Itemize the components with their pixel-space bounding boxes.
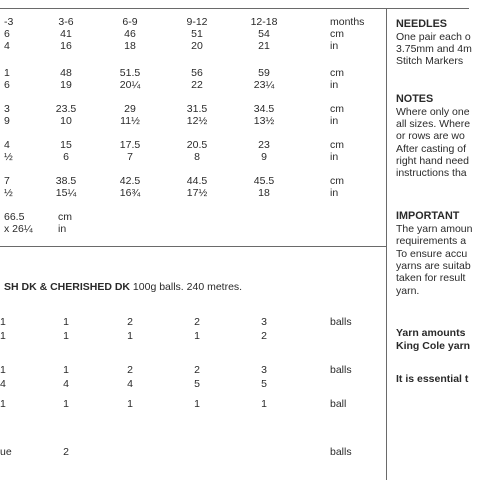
measure-cell: ½ (4, 151, 13, 163)
measure-cell: 16 (60, 40, 72, 52)
yarn-cell: 3 (261, 364, 267, 376)
notes-line: Where only one (396, 106, 470, 118)
measure-cell: 20.5 (186, 139, 208, 151)
yarn-cell: 3 (261, 316, 267, 328)
measure-cell: 19 (60, 79, 72, 91)
unit-label: cm (330, 28, 344, 40)
unit-label: in (330, 79, 339, 91)
yarn-cell: 1 (127, 398, 133, 410)
important-line: yarn. (396, 285, 420, 297)
yarn-cell: 1 (194, 398, 200, 410)
yarn-cell: 4 (0, 378, 6, 390)
measure-cell: 8 (194, 151, 200, 163)
size-column-header: 12-18 (250, 16, 278, 28)
important-line: The yarn amoun (396, 223, 473, 235)
needles-heading: NEEDLES (396, 18, 447, 30)
yarn-cell: 2 (194, 316, 200, 328)
yarn-cell: 1 (127, 330, 133, 342)
measure-cell: 45.5 (253, 175, 275, 187)
yarn-row-label: ue (0, 446, 12, 458)
size-column-header: 9-12 (186, 16, 208, 28)
measure-cell: 23.5 (55, 103, 77, 115)
measure-cell: 23 (258, 139, 270, 151)
unit-label: balls (330, 446, 352, 458)
needles-line: 3.75mm and 4m (396, 43, 472, 55)
measure-cell: 41 (60, 28, 72, 40)
unit-label: cm (58, 211, 72, 223)
needles-line: One pair each o (396, 31, 471, 43)
measure-cell: 7 (4, 175, 10, 187)
notes-heading: NOTES (396, 93, 434, 105)
measure-cell: 18 (124, 40, 136, 52)
measure-cell: 4 (4, 139, 10, 151)
yarn-cell: 1 (0, 398, 6, 410)
notes-line: instructions tha (396, 167, 467, 179)
measure-cell: 6 (63, 151, 69, 163)
yarn-cell: 4 (63, 378, 69, 390)
yarn-cell: 1 (63, 330, 69, 342)
yarn-cell: 1 (0, 330, 6, 342)
measure-cell: 31.5 (186, 103, 208, 115)
yarn-cell: 1 (0, 364, 6, 376)
unit-label: balls (330, 364, 352, 376)
yarn-heading-detail: 100g balls. 240 metres. (130, 281, 243, 293)
measure-cell: 9 (4, 115, 10, 127)
measure-cell: 42.5 (119, 175, 141, 187)
unit-label: balls (330, 316, 352, 328)
size-column-header: 6-9 (122, 16, 138, 28)
measure-cell: 20¼ (119, 79, 141, 91)
yarn-amounts-line: King Cole yarn (396, 340, 471, 352)
measure-cell: 15¼ (55, 187, 77, 199)
measure-cell: 38.5 (55, 175, 77, 187)
yarn-amounts-line: Yarn amounts (396, 327, 466, 339)
yarn-cell: 1 (194, 330, 200, 342)
yarn-cell: 2 (127, 364, 133, 376)
measure-cell: 9 (261, 151, 267, 163)
measure-cell: 16¾ (119, 187, 141, 199)
important-line: To ensure accu (396, 248, 468, 260)
notes-line: all sizes. Where (396, 118, 471, 130)
notes-line: After casting of (396, 143, 467, 155)
measure-cell: 6 (4, 79, 10, 91)
unit-label: cm (330, 67, 344, 79)
measure-cell: 59 (258, 67, 270, 79)
yarn-cell: 2 (63, 446, 69, 458)
yarn-cell: 1 (0, 316, 6, 328)
measure-cell: 22 (191, 79, 203, 91)
measure-cell: 51 (191, 28, 203, 40)
measure-cell: 48 (60, 67, 72, 79)
measure-cell: x 26¼ (4, 223, 33, 235)
measure-cell: ½ (4, 187, 13, 199)
measure-cell: 54 (258, 28, 270, 40)
notes-line: or rows are wo (396, 130, 465, 142)
notes-line: right hand need (396, 155, 469, 167)
important-line: taken for result (396, 272, 466, 284)
important-heading: IMPORTANT (396, 210, 460, 222)
essential-note: It is essential t (396, 373, 469, 385)
unit-label: ball (330, 398, 347, 410)
measure-cell: 34.5 (253, 103, 275, 115)
important-line: requirements a (396, 235, 467, 247)
measure-cell: 44.5 (186, 175, 208, 187)
measure-cell: 10 (60, 115, 72, 127)
yarn-cell: 1 (63, 364, 69, 376)
column-divider (386, 8, 387, 480)
important-line: yarns are suitab (396, 260, 471, 272)
unit-label: in (330, 187, 339, 199)
measure-cell: 15 (60, 139, 72, 151)
unit-label: cm (330, 175, 344, 187)
yarn-cell: 2 (261, 330, 267, 342)
yarn-heading (4, 281, 242, 293)
yarn-cell: 2 (194, 364, 200, 376)
section-divider (0, 246, 386, 247)
yarn-cell: 5 (261, 378, 267, 390)
measure-cell: 51.5 (119, 67, 141, 79)
needles-line: Stitch Markers (396, 55, 464, 67)
measure-cell: 46 (124, 28, 136, 40)
measure-cell: 56 (191, 67, 203, 79)
unit-label: in (330, 40, 339, 52)
yarn-cell: 1 (63, 316, 69, 328)
measure-cell: 13½ (253, 115, 275, 127)
unit-label: cm (330, 139, 344, 151)
measure-cell: 1 (4, 67, 10, 79)
unit-label: cm (330, 103, 344, 115)
measure-cell: 6 (4, 28, 10, 40)
unit-label: months (330, 16, 365, 28)
unit-label: in (330, 115, 339, 127)
yarn-heading-bold: SH DK & CHERISHED DK (4, 281, 131, 293)
measure-cell: 17½ (186, 187, 208, 199)
measure-cell: 18 (258, 187, 270, 199)
measure-cell: 23¼ (253, 79, 275, 91)
unit-label: in (58, 223, 67, 235)
yarn-cell: 1 (261, 398, 267, 410)
yarn-cell: 4 (127, 378, 133, 390)
measure-cell: 4 (4, 40, 10, 52)
measure-cell: 11½ (120, 115, 140, 127)
measure-cell: 7 (127, 151, 133, 163)
measure-cell: 20 (191, 40, 203, 52)
measure-cell: 3 (4, 103, 10, 115)
yarn-cell: 5 (194, 378, 200, 390)
measure-cell: 21 (258, 40, 270, 52)
unit-label: in (330, 151, 339, 163)
yarn-cell: 1 (63, 398, 69, 410)
measure-cell: 66.5 (4, 211, 25, 223)
measure-cell: 12½ (186, 115, 208, 127)
size-column-header: -3 (4, 16, 14, 28)
measure-cell: 17.5 (119, 139, 141, 151)
measure-cell: 29 (124, 103, 136, 115)
size-column-header: 3-6 (58, 16, 74, 28)
yarn-cell: 2 (127, 316, 133, 328)
